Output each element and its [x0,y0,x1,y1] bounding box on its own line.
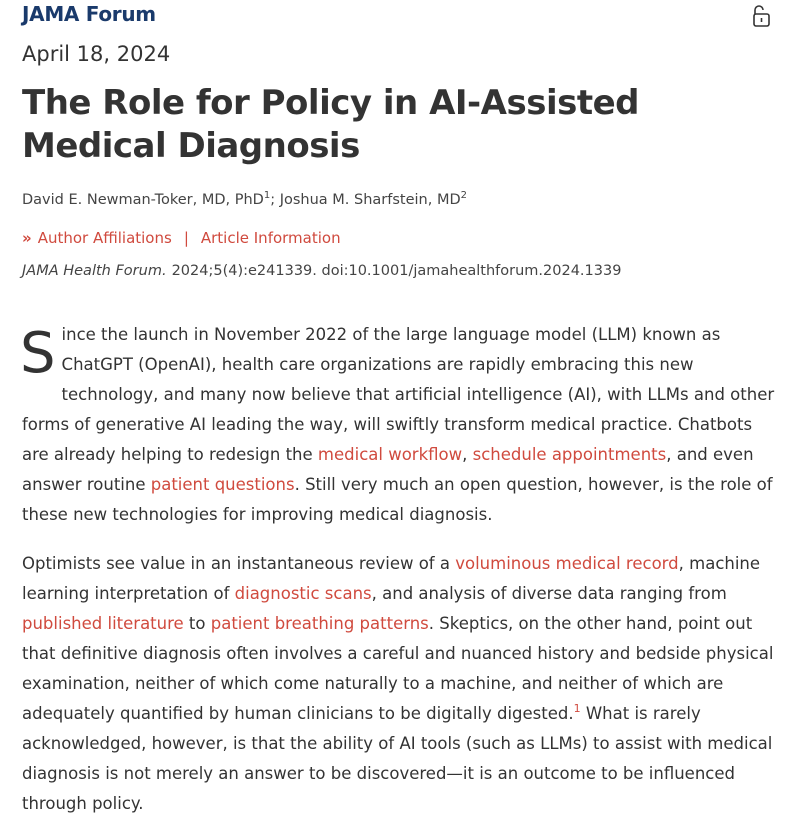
header [22,0,778,30]
citation-details: 2024;5(4):e241339. doi:10.1001/jamahealthforum.2024.1339 [171,263,622,279]
paragraph-text: to [183,614,211,633]
journal-name: JAMA Health Forum. [22,263,167,279]
paragraph-text: . Skeptics, on the other hand, point out that definitive diagnosis often involves a careful and nuanced history and bedside physical examination, neither of which come naturally to a machine, and neither of which are adequately quantified by human clinicians to be digitally digested. [22,614,774,723]
link-medical-workflow[interactable]: medical workflow [317,445,463,464]
citation [22,263,621,279]
paragraph-text: ince the launch in November 2022 of the large language model (LLM) known as ChatGPT (OpenAI), health care organizations are rapidly embracing this new technology, and many now believe that artificial intelligence (AI), with LLMs and other forms of generative AI leading the way, will swiftly transform medical practice. Chatbots are already helping to redesign the [22,325,775,464]
paragraph-text: Optimists see value in an instantaneous review of a [22,554,456,573]
paragraph-text: What is rarely acknowledged, however, is that the ability of AI tools (such as LLMs) to assist with medical diagnosis is not merely an answer to be discovered—it is an outcome to be influenced through policy. [22,704,773,813]
link-voluminous-medical-record[interactable]: voluminous medical record [455,554,679,573]
author-list [22,192,467,208]
body-paragraph [22,320,782,530]
author-name[interactable]: David E. Newman-Toker, MD, PhD [22,192,264,208]
author-name[interactable]: Joshua M. Sharfstein, MD [279,192,461,208]
link-published-literature[interactable]: published literature [22,614,184,633]
article-info-links [22,229,341,247]
paragraph-text: , and even answer routine [22,445,754,494]
paragraph-text: , machine learning interpretation of [22,554,761,603]
affiliation-ref: 2 [460,190,468,201]
chevron-right-icon: » [22,229,32,247]
link-separator: | [183,229,189,247]
link-diagnostic-scans[interactable]: diagnostic scans [234,584,372,603]
affiliation-ref: 1 [263,190,271,201]
body-paragraph [22,549,782,819]
drop-cap: S [20,321,56,386]
section-label[interactable]: JAMA Forum [22,2,156,26]
article-information-link[interactable]: Article Information [200,229,341,247]
paragraph-text: , and analysis of diverse data ranging from [371,584,727,603]
paragraph-text: , [462,445,473,464]
author-separator: ; [270,192,280,208]
link-schedule-appointments[interactable]: schedule appointments [472,445,667,464]
link-patient-breathing-patterns[interactable]: patient breathing patterns [210,614,429,633]
link-patient-questions[interactable]: patient questions [150,475,295,494]
reference-link[interactable]: 1 [573,702,581,715]
author-affiliations-link[interactable]: Author Affiliations [37,229,172,247]
open-lock-icon [752,4,772,28]
paragraph-text: . Still very much an open question, however, is the role of these new technologies for improving medical diagnosis. [22,475,773,524]
article-title: The Role for Policy in AI-Assisted Medical Diagnosis [22,83,639,166]
publication-date: April 18, 2024 [22,42,171,66]
